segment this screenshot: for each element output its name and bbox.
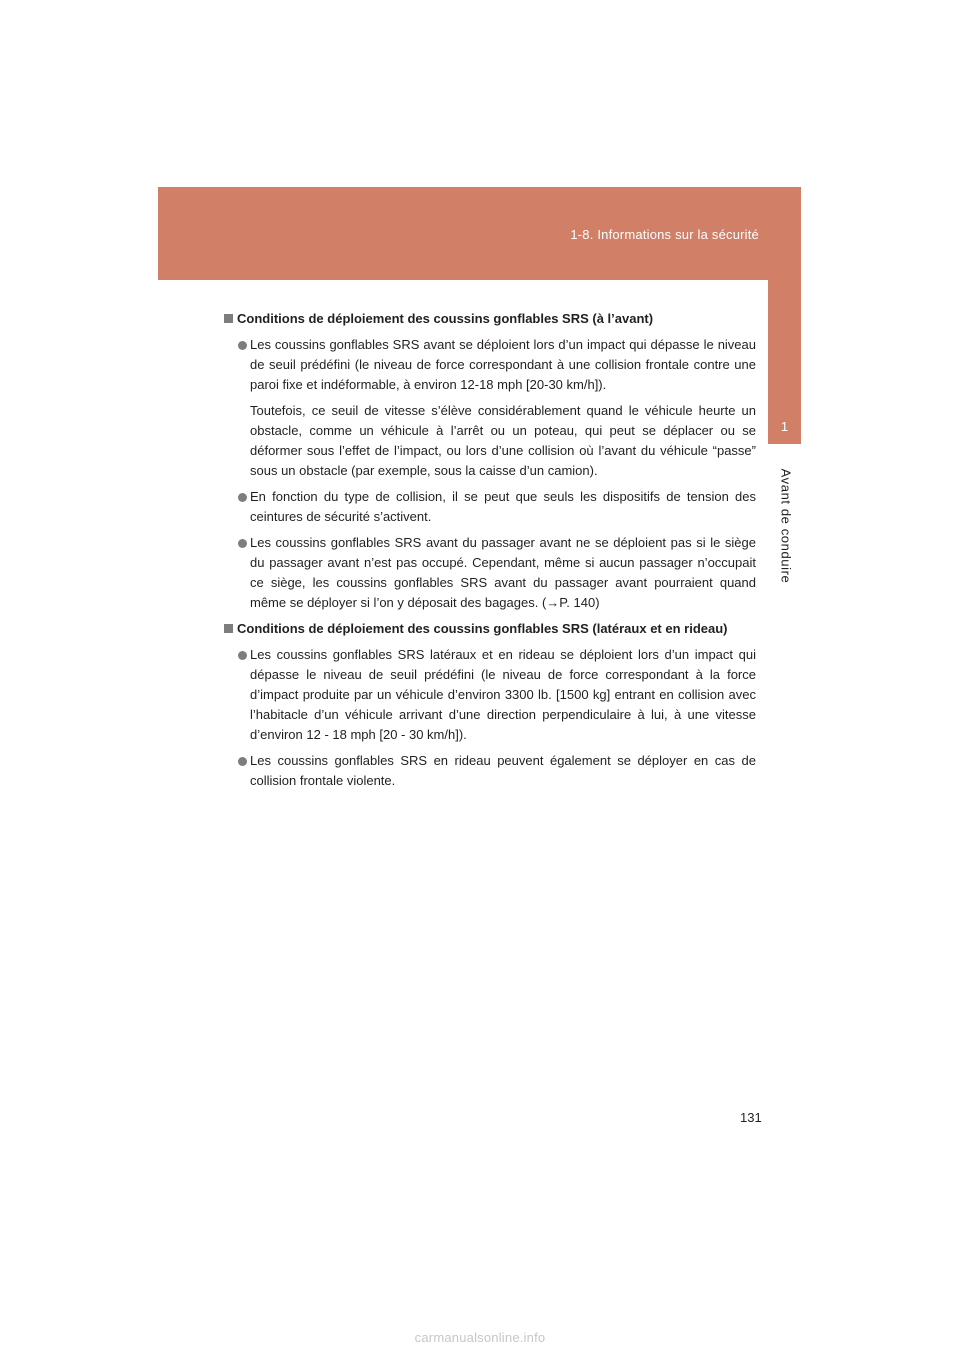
circle-bullet-icon bbox=[238, 757, 247, 766]
footer-watermark[interactable]: carmanualsonline.info bbox=[414, 1330, 546, 1345]
chapter-tab[interactable] bbox=[768, 280, 801, 444]
paragraph: Toutefois, ce seuil de vitesse s’élève considérablement quand le véhicule heurte un obstacle, comme un véhicule à l’arrêt ou un poteau, qui peut se déplacer ou se déformer sous l’effet de l’impact, ou lors d’une collision où l’avant du véhicule “passe” sous un obstacle (par exemple, sous la caisse d’un camion). bbox=[250, 403, 756, 478]
chapter-number: 1 bbox=[780, 419, 789, 434]
list-item bbox=[224, 645, 756, 745]
section-heading-side-curtain bbox=[224, 619, 756, 639]
circle-bullet-icon bbox=[238, 539, 247, 548]
list-item bbox=[224, 487, 756, 527]
page-content bbox=[224, 309, 756, 797]
chapter-label-text: Avant de conduire bbox=[778, 468, 794, 584]
square-icon bbox=[224, 314, 233, 323]
list-item bbox=[224, 533, 756, 613]
header-band bbox=[158, 187, 801, 280]
page-reference-link[interactable]: (→P. 140) bbox=[541, 595, 600, 610]
list-item bbox=[224, 751, 756, 791]
section-title: 1-8. Informations sur la sécurité bbox=[570, 227, 759, 242]
list-item bbox=[224, 335, 756, 395]
circle-bullet-icon bbox=[238, 493, 247, 502]
list-item-text: Les coussins gonflables SRS avant du passager avant ne se déploient pas si le siège du passager avant n’est pas occupé. Cependant, même si aucun passager n’occupait ce siège, les coussins gonflables SRS avant du passager avant pourraient quand même se déployer si l’on y déposait des bagages. bbox=[250, 535, 756, 610]
chapter-label bbox=[778, 456, 794, 596]
square-icon bbox=[224, 624, 233, 633]
section-heading-text: Conditions de déploiement des coussins gonflables SRS (latéraux et en rideau) bbox=[237, 621, 728, 636]
circle-bullet-icon bbox=[238, 341, 247, 350]
section-heading-front bbox=[224, 309, 756, 329]
list-item-text: En fonction du type de collision, il se peut que seuls les dispositifs de tension des ceintures de sécurité s’activent. bbox=[250, 489, 756, 524]
list-item-text: Les coussins gonflables SRS avant se déploient lors d’un impact qui dépasse le niveau de seuil prédéfini (le niveau de force correspondant à une collision frontale contre une paroi fixe et indéformable, à environ 12-18 mph [20-30 km/h]). bbox=[250, 337, 756, 392]
circle-bullet-icon bbox=[238, 651, 247, 660]
list-item-text: Les coussins gonflables SRS latéraux et en rideau se déploient lors d’un impact qui dépasse le niveau de seuil prédéfini (le niveau de force correspondant à la force d’impact produite par un véhicule d’environ 3300 lb. [1500 kg] entrant en collision avec l’habitacle d’un véhicule arrivant d’une direction perpendiculaire à lui, à une vitesse d’environ 12 - 18 mph [20 - 30 km/h]). bbox=[250, 647, 756, 742]
section-heading-text: Conditions de déploiement des coussins gonflables SRS (à l’avant) bbox=[237, 311, 654, 326]
list-item-text: Les coussins gonflables SRS en rideau peuvent également se déployer en cas de collision frontale violente. bbox=[250, 753, 756, 788]
page-number: 131 bbox=[740, 1110, 762, 1125]
